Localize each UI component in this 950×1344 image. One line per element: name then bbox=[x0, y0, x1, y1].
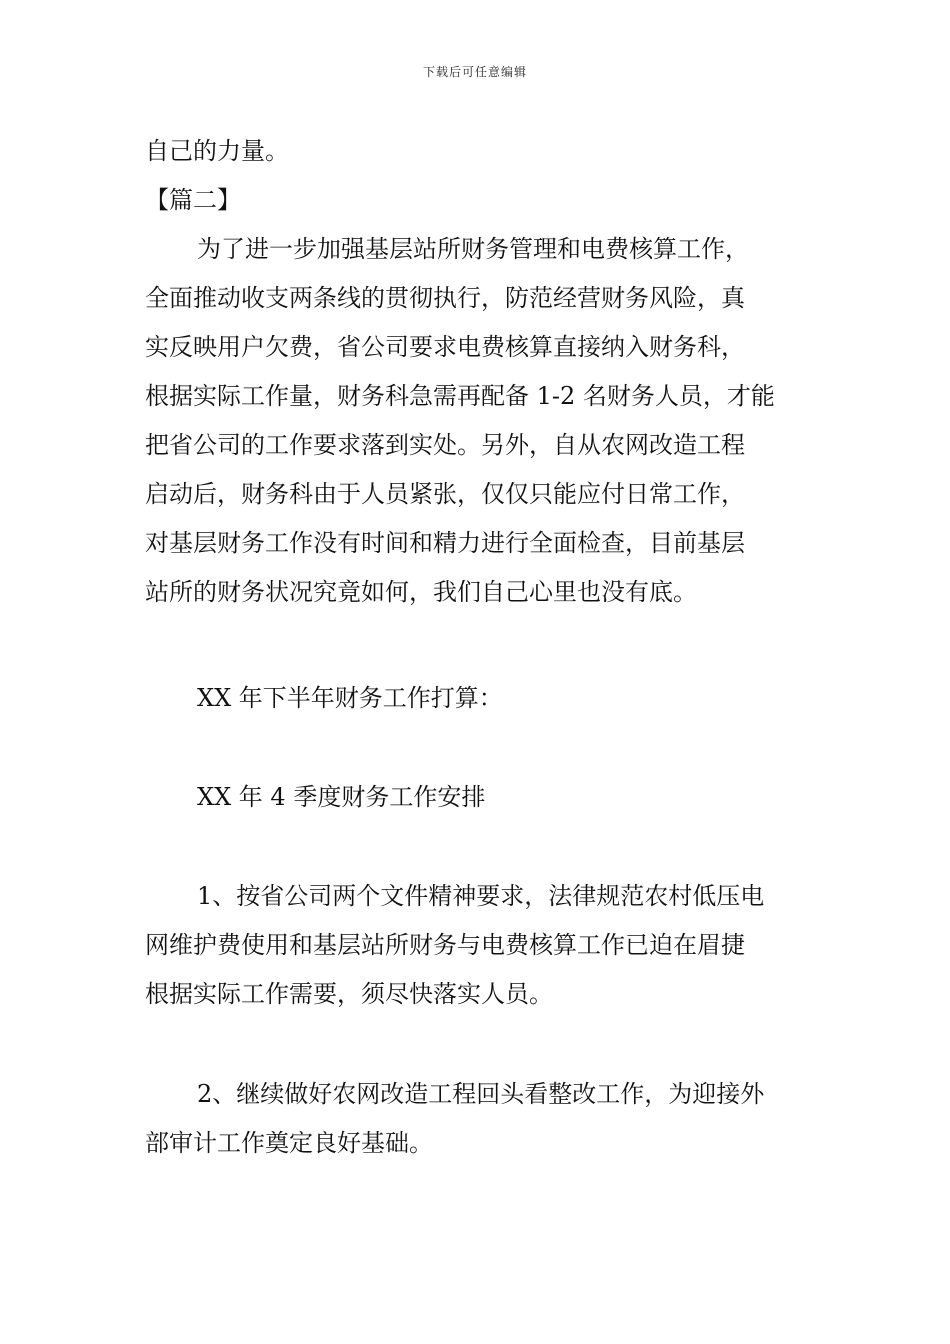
paragraph-1-line: 对基层财务工作没有时间和精力进行全面检查，目前基层 bbox=[145, 529, 745, 557]
section-heading-text: 【篇二】 bbox=[145, 186, 241, 214]
list-item-2 bbox=[145, 1070, 810, 1168]
paragraph-1-line: 实反映用户欠费，省公司要求电费核算直接纳入财务科， bbox=[145, 333, 745, 361]
plan-title-text: XX 年下半年财务工作打算： bbox=[197, 684, 503, 712]
paragraph-1-line: 站所的财务状况究竟如何，我们自己心里也没有底。 bbox=[145, 578, 697, 606]
list-item-1-line: 1、按省公司两个文件精神要求，法律规范农村低压电 bbox=[197, 882, 765, 910]
paragraph-1-line: 根据实际工作量，财务科急需再配备 1-2 名财务人员，才能 bbox=[145, 382, 775, 410]
continuation-text: 自己的力量。 bbox=[145, 137, 289, 165]
paragraph-1-line: 为了进一步加强基层站所财务管理和电费核算工作， bbox=[197, 235, 749, 263]
continuation-line bbox=[145, 127, 810, 176]
q4-title bbox=[145, 773, 810, 822]
list-item-1 bbox=[145, 872, 810, 1019]
paragraph-1-line: 全面推动收支两条线的贯彻执行，防范经营财务风险，真 bbox=[145, 284, 745, 312]
q4-title-text: XX 年 4 季度财务工作安排 bbox=[197, 783, 486, 811]
list-item-2-line: 2、继续做好农网改造工程回头看整改工作，为迎接外 bbox=[197, 1080, 765, 1108]
list-item-2-line: 部审计工作奠定良好基础。 bbox=[145, 1129, 433, 1157]
page-header-note: 下载后可任意编辑 bbox=[422, 65, 527, 79]
list-item-1-line: 根据实际工作需要，须尽快落实人员。 bbox=[145, 980, 553, 1008]
plan-title bbox=[145, 674, 810, 723]
list-item-1-line: 网维护费使用和基层站所财务与电费核算工作已迫在眉捷 bbox=[145, 931, 745, 959]
section-heading bbox=[145, 176, 810, 225]
paragraph-1-line: 把省公司的工作要求落到实处。另外，自从农网改造工程 bbox=[145, 431, 745, 459]
paragraph-1-line: 启动后，财务科由于人员紧张，仅仅只能应付日常工作， bbox=[145, 480, 745, 508]
paragraph-1 bbox=[145, 225, 810, 617]
